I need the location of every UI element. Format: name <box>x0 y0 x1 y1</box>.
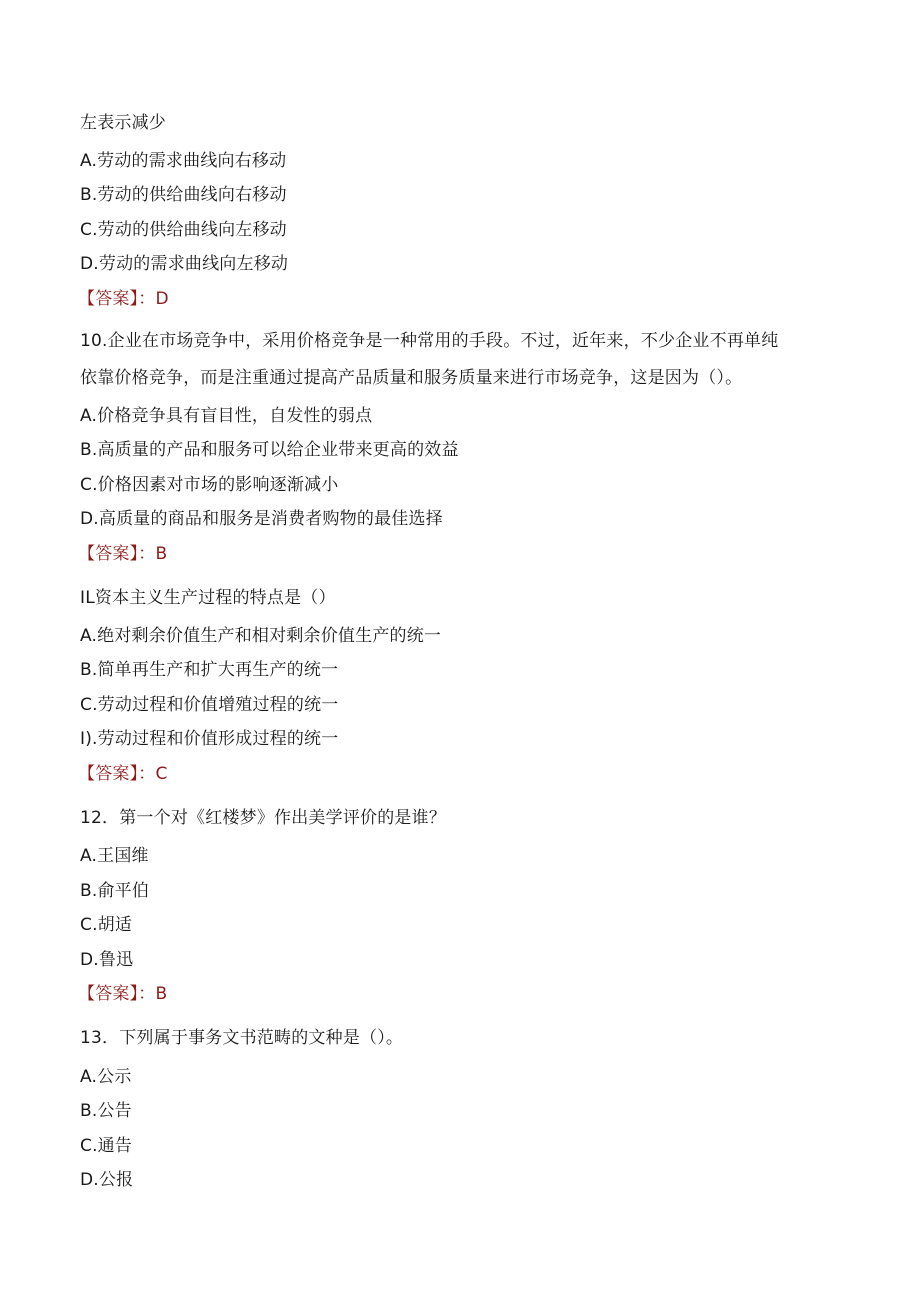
question-9-answer: 【答案】：D <box>78 289 169 309</box>
question-10-stem-line-1: 10.企业在市场竞争中，采用价格竞争是一种常用的手段。不过，近年来，不少企业不再单纯 <box>80 331 779 351</box>
question-9-option-d: D.劳动的需求曲线向左移动 <box>80 254 289 274</box>
question-11-option-c: C.劳动过程和价值增殖过程的统一 <box>80 695 339 715</box>
question-13-stem: 13．下列属于事务文书范畴的文种是（）。 <box>80 1028 404 1048</box>
question-12-answer: 【答案】：B <box>78 984 168 1004</box>
question-10-option-c: C.价格因素对市场的影响逐渐减小 <box>80 475 339 495</box>
question-11-option-b: B.简单再生产和扩大再生产的统一 <box>80 660 339 680</box>
question-11-stem: IL资本主义生产过程的特点是（） <box>80 588 336 608</box>
question-12-stem: 12．第一个对《红楼梦》作出美学评价的是谁？ <box>80 808 447 828</box>
question-10-option-b: B.高质量的产品和服务可以给企业带来更高的效益 <box>80 440 459 460</box>
question-10-answer: 【答案】：B <box>78 544 168 564</box>
question-13-option-c: C.通告 <box>80 1136 133 1156</box>
question-9-option-a: A.劳动的需求曲线向右移动 <box>80 151 287 171</box>
question-10-option-d: D.高质量的商品和服务是消费者购物的最佳选择 <box>80 509 443 529</box>
question-13-option-d: D.公报 <box>80 1170 134 1190</box>
question-12-option-a: A.王国维 <box>80 846 149 866</box>
question-10-option-a: A.价格竞争具有盲目性，自发性的弱点 <box>80 406 373 426</box>
question-12-option-b: B.俞平伯 <box>80 881 150 901</box>
question-10-stem-line-2: 依靠价格竞争，而是注重通过提高产品质量和服务质量来进行市场竞争，这是因为（）。 <box>80 368 743 388</box>
question-9-continuation: 左表示减少 <box>80 113 166 133</box>
question-12-option-c: C.胡适 <box>80 915 133 935</box>
question-11-answer: 【答案】：C <box>78 764 168 784</box>
question-12-option-d: D.鲁迅 <box>80 950 134 970</box>
question-11-option-a: A.绝对剩余价值生产和相对剩余价值生产的统一 <box>80 626 442 646</box>
question-13-option-b: B.公告 <box>80 1101 132 1121</box>
question-9-option-b: B.劳动的供给曲线向右移动 <box>80 185 287 205</box>
question-13-option-a: A.公示 <box>80 1067 132 1087</box>
question-9-option-c: C.劳动的供给曲线向左移动 <box>80 220 287 240</box>
question-11-option-d: I).劳动过程和价值形成过程的统一 <box>80 729 339 749</box>
